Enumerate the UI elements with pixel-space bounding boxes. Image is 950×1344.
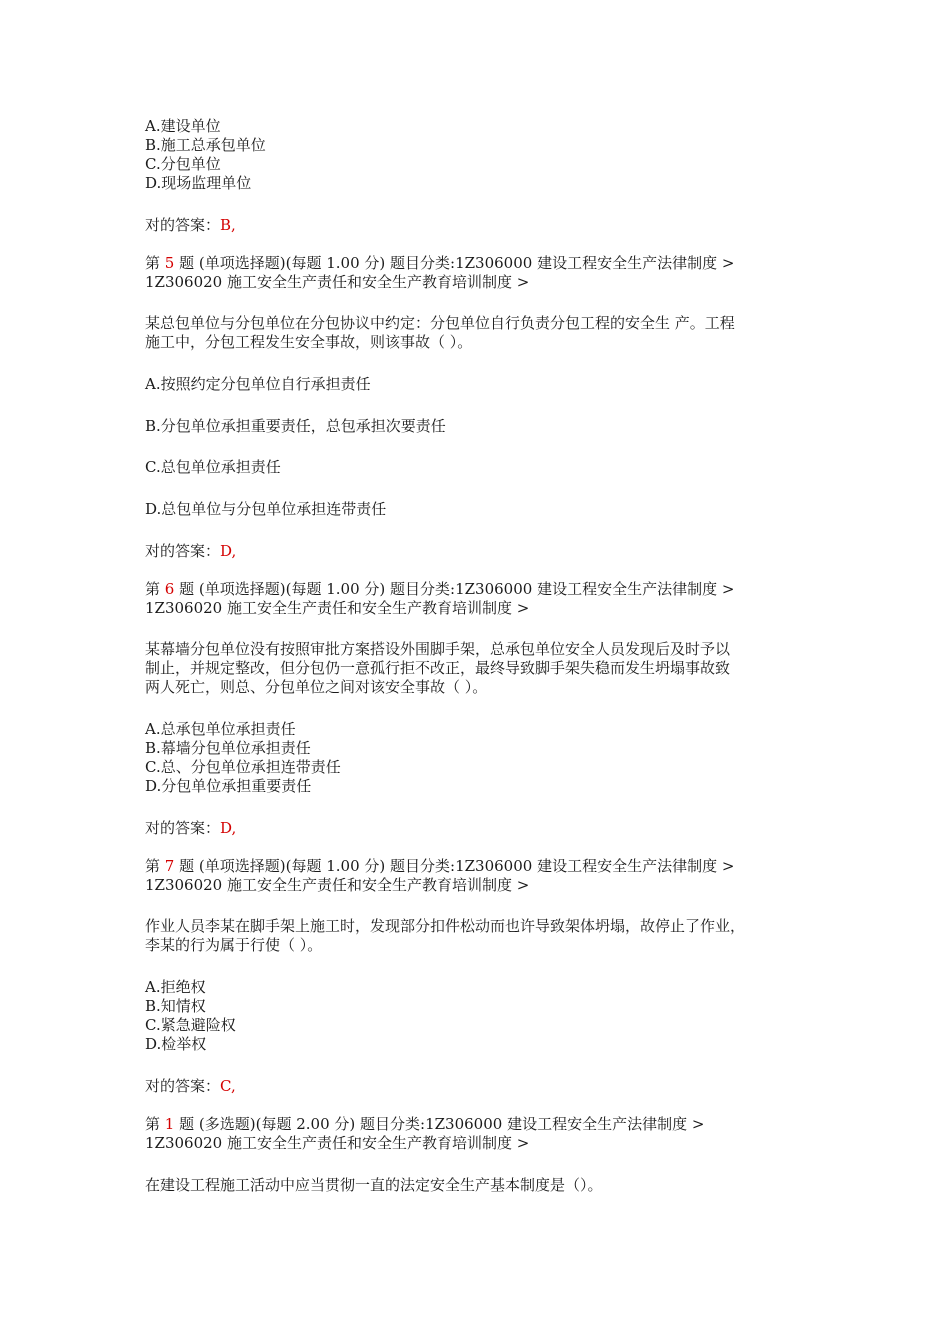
q5-header bbox=[145, 254, 734, 273]
m1-category: 1Z306020 施工安全生产责任和安全生产教育培训制度 > bbox=[145, 1134, 530, 1152]
q6-header bbox=[145, 580, 734, 599]
q5-stem-line: 施工中，分包工程发生安全事故，则该事故（ ）。 bbox=[145, 333, 473, 351]
q5-number: 5 bbox=[164, 254, 175, 272]
m1-number: 1 bbox=[164, 1115, 175, 1133]
q5-meta: (单项选择题)(每题 1.00 分) 题目分类:1Z306000 建设工程安全生产法律制度 > bbox=[198, 254, 735, 272]
q5-answer-value: D, bbox=[220, 542, 237, 560]
q5-option-a: A.按照约定分包单位自行承担责任 bbox=[145, 375, 371, 393]
q4-option-c: C.分包单位 bbox=[145, 155, 221, 173]
answer-label: 对的答案： bbox=[145, 216, 221, 234]
answer-label: 对的答案： bbox=[145, 819, 221, 837]
q7-stem-line: 作业人员李某在脚手架上施工时，发现部分扣件松动而也许导致架体坍塌，故停止了作业， bbox=[145, 917, 746, 935]
question-prefix: 第 bbox=[145, 254, 161, 272]
m1-stem-line: 在建设工程施工活动中应当贯彻一直的法定安全生产基本制度是（）。 bbox=[145, 1176, 603, 1194]
q4-answer-line bbox=[145, 216, 236, 235]
m1-meta: (多选题)(每题 2.00 分) 题目分类:1Z306000 建设工程安全生产法律制度 > bbox=[198, 1115, 705, 1133]
q6-option-c: C.总、分包单位承担连带责任 bbox=[145, 758, 341, 776]
m1-header bbox=[145, 1115, 704, 1134]
q6-answer-value: D, bbox=[220, 819, 237, 837]
q7-answer-value: C, bbox=[220, 1077, 236, 1095]
question-word: 题 bbox=[179, 1115, 195, 1133]
q7-number: 7 bbox=[164, 857, 175, 875]
question-word: 题 bbox=[179, 254, 195, 272]
question-word: 题 bbox=[179, 857, 195, 875]
q5-stem-line: 某总包单位与分包单位在分包协议中约定：分包单位自行负责分包工程的安全生 产。工程 bbox=[145, 314, 735, 332]
q5-option-d: D.总包单位与分包单位承担连带责任 bbox=[145, 500, 387, 518]
q7-stem-line: 李某的行为属于行使（ ）。 bbox=[145, 936, 323, 954]
q7-option-d: D.检举权 bbox=[145, 1035, 207, 1053]
q5-option-c: C.总包单位承担责任 bbox=[145, 458, 281, 476]
q7-option-c: C.紧急避险权 bbox=[145, 1016, 236, 1034]
q7-category: 1Z306020 施工安全生产责任和安全生产教育培训制度 > bbox=[145, 876, 530, 894]
question-prefix: 第 bbox=[145, 857, 161, 875]
q7-answer-line bbox=[145, 1077, 236, 1096]
answer-label: 对的答案： bbox=[145, 542, 221, 560]
q6-stem-line: 两人死亡，则总、分包单位之间对该安全事故（ ）。 bbox=[145, 678, 488, 696]
q4-option-d: D.现场监理单位 bbox=[145, 174, 252, 192]
q7-option-a: A.拒绝权 bbox=[145, 978, 206, 996]
q5-option-b: B.分包单位承担重要责任，总包承担次要责任 bbox=[145, 417, 446, 435]
q6-meta: (单项选择题)(每题 1.00 分) 题目分类:1Z306000 建设工程安全生产法律制度 > bbox=[198, 580, 735, 598]
q7-option-b: B.知情权 bbox=[145, 997, 206, 1015]
q4-option-b: B.施工总承包单位 bbox=[145, 136, 266, 154]
q5-answer-line bbox=[145, 542, 236, 561]
q4-answer-value: B, bbox=[220, 216, 236, 234]
q7-meta: (单项选择题)(每题 1.00 分) 题目分类:1Z306000 建设工程安全生产法律制度 > bbox=[198, 857, 735, 875]
q6-answer-line bbox=[145, 819, 236, 838]
q6-stem-line: 制止，并规定整改，但分包仍一意孤行拒不改正，最终导致脚手架失稳而发生坍塌事故致 bbox=[145, 659, 731, 677]
q7-header bbox=[145, 857, 734, 876]
answer-label: 对的答案： bbox=[145, 1077, 221, 1095]
question-word: 题 bbox=[179, 580, 195, 598]
q6-option-a: A.总承包单位承担责任 bbox=[145, 720, 296, 738]
q6-option-b: B.幕墙分包单位承担责任 bbox=[145, 739, 311, 757]
q6-number: 6 bbox=[164, 580, 175, 598]
q6-category: 1Z306020 施工安全生产责任和安全生产教育培训制度 > bbox=[145, 599, 530, 617]
question-prefix: 第 bbox=[145, 580, 161, 598]
q6-stem-line: 某幕墙分包单位没有按照审批方案搭设外围脚手架，总承包单位安全人员发现后及时予以 bbox=[145, 640, 731, 658]
q4-option-a: A.建设单位 bbox=[145, 117, 221, 135]
q5-category: 1Z306020 施工安全生产责任和安全生产教育培训制度 > bbox=[145, 273, 530, 291]
question-prefix: 第 bbox=[145, 1115, 161, 1133]
q6-option-d: D.分包单位承担重要责任 bbox=[145, 777, 312, 795]
